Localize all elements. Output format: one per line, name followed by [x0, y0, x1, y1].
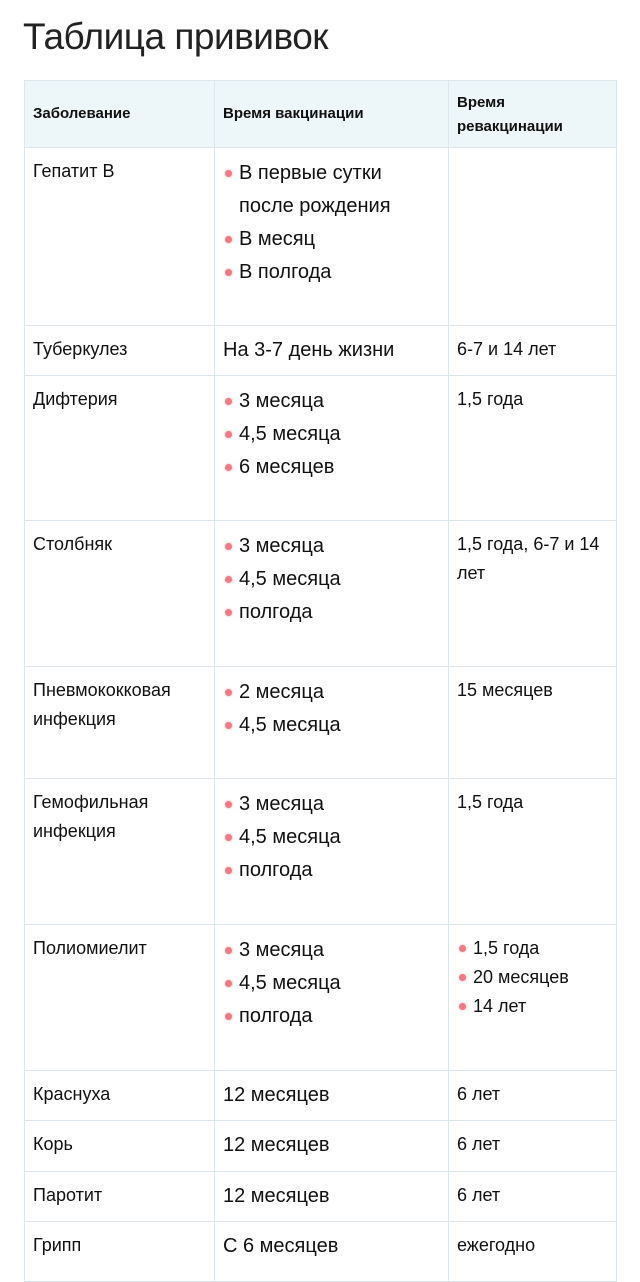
vaccination-cell: [215, 148, 449, 326]
list-item: 1,5 года: [473, 934, 608, 963]
list-item: полгода: [239, 854, 440, 887]
revaccination-cell: 15 месяцев: [449, 667, 617, 779]
disease-cell: Столбняк: [25, 521, 215, 667]
disease-cell: Полиомиелит: [25, 925, 215, 1071]
disease-cell: Пневмококковая инфекция: [25, 667, 215, 779]
vaccination-table: [24, 80, 617, 1282]
header-revaccination: Время ревакцинации: [449, 81, 617, 148]
header-disease: Заболевание: [25, 81, 215, 148]
list-item: 3 месяца: [239, 934, 440, 967]
disease-cell: Краснуха: [25, 1071, 215, 1121]
vaccination-cell: [215, 521, 449, 667]
revaccination-cell: [449, 148, 617, 326]
table-row: [25, 1121, 617, 1172]
list-item: В полгода: [239, 256, 440, 289]
table-row: [25, 1071, 617, 1121]
revaccination-cell: ежегодно: [449, 1222, 617, 1282]
vaccination-cell: [215, 779, 449, 925]
vaccination-cell: [215, 925, 449, 1071]
disease-cell: Туберкулез: [25, 326, 215, 376]
list-item: 3 месяца: [239, 788, 440, 821]
table-row: [25, 376, 617, 521]
vaccination-list: [223, 788, 440, 887]
disease-cell: Гепатит В: [25, 148, 215, 326]
list-item: 2 месяца: [239, 676, 440, 709]
table-row: [25, 1172, 617, 1222]
table-row: [25, 326, 617, 376]
disease-cell: Паротит: [25, 1172, 215, 1222]
header-vaccination: Время вакцинации: [215, 81, 449, 148]
revaccination-list: [457, 934, 608, 1021]
list-item: 4,5 месяца: [239, 821, 440, 854]
vaccination-list: [223, 530, 440, 629]
list-item: 4,5 месяца: [239, 418, 440, 451]
disease-cell: Дифтерия: [25, 376, 215, 521]
list-item: 6 месяцев: [239, 451, 440, 484]
revaccination-cell: 1,5 года: [449, 376, 617, 521]
vaccination-cell: На 3-7 день жизни: [215, 326, 449, 376]
list-item: 14 лет: [473, 992, 608, 1021]
page-title: Таблица прививок: [23, 16, 328, 57]
vaccination-cell: 12 месяцев: [215, 1121, 449, 1172]
list-item: 3 месяца: [239, 385, 440, 418]
revaccination-cell: 6 лет: [449, 1172, 617, 1222]
vaccination-cell: 12 месяцев: [215, 1172, 449, 1222]
list-item: 20 месяцев: [473, 963, 608, 992]
list-item: 4,5 месяца: [239, 709, 440, 742]
revaccination-cell: [449, 925, 617, 1071]
table-row: [25, 521, 617, 667]
table-header-row: [25, 81, 617, 148]
vaccination-cell: С 6 месяцев: [215, 1222, 449, 1282]
vaccination-cell: [215, 667, 449, 779]
revaccination-cell: 1,5 года, 6-7 и 14 лет: [449, 521, 617, 667]
disease-cell: Гемофильная инфекция: [25, 779, 215, 925]
table-row: [25, 148, 617, 326]
list-item: полгода: [239, 1000, 440, 1033]
revaccination-cell: 6-7 и 14 лет: [449, 326, 617, 376]
revaccination-cell: 6 лет: [449, 1121, 617, 1172]
table-row: [25, 1222, 617, 1282]
table-row: [25, 779, 617, 925]
vaccination-list: [223, 934, 440, 1033]
vaccination-list: [223, 157, 440, 289]
revaccination-cell: 6 лет: [449, 1071, 617, 1121]
disease-cell: Корь: [25, 1121, 215, 1172]
vaccination-cell: 12 месяцев: [215, 1071, 449, 1121]
list-item: В первые сутки после рождения: [239, 157, 440, 223]
disease-cell: Грипп: [25, 1222, 215, 1282]
list-item: 4,5 месяца: [239, 967, 440, 1000]
revaccination-cell: 1,5 года: [449, 779, 617, 925]
list-item: 4,5 месяца: [239, 563, 440, 596]
list-item: В месяц: [239, 223, 440, 256]
vaccination-cell: [215, 376, 449, 521]
vaccination-list: [223, 676, 440, 742]
table-row: [25, 925, 617, 1071]
table-row: [25, 667, 617, 779]
list-item: полгода: [239, 596, 440, 629]
list-item: 3 месяца: [239, 530, 440, 563]
vaccination-list: [223, 385, 440, 484]
